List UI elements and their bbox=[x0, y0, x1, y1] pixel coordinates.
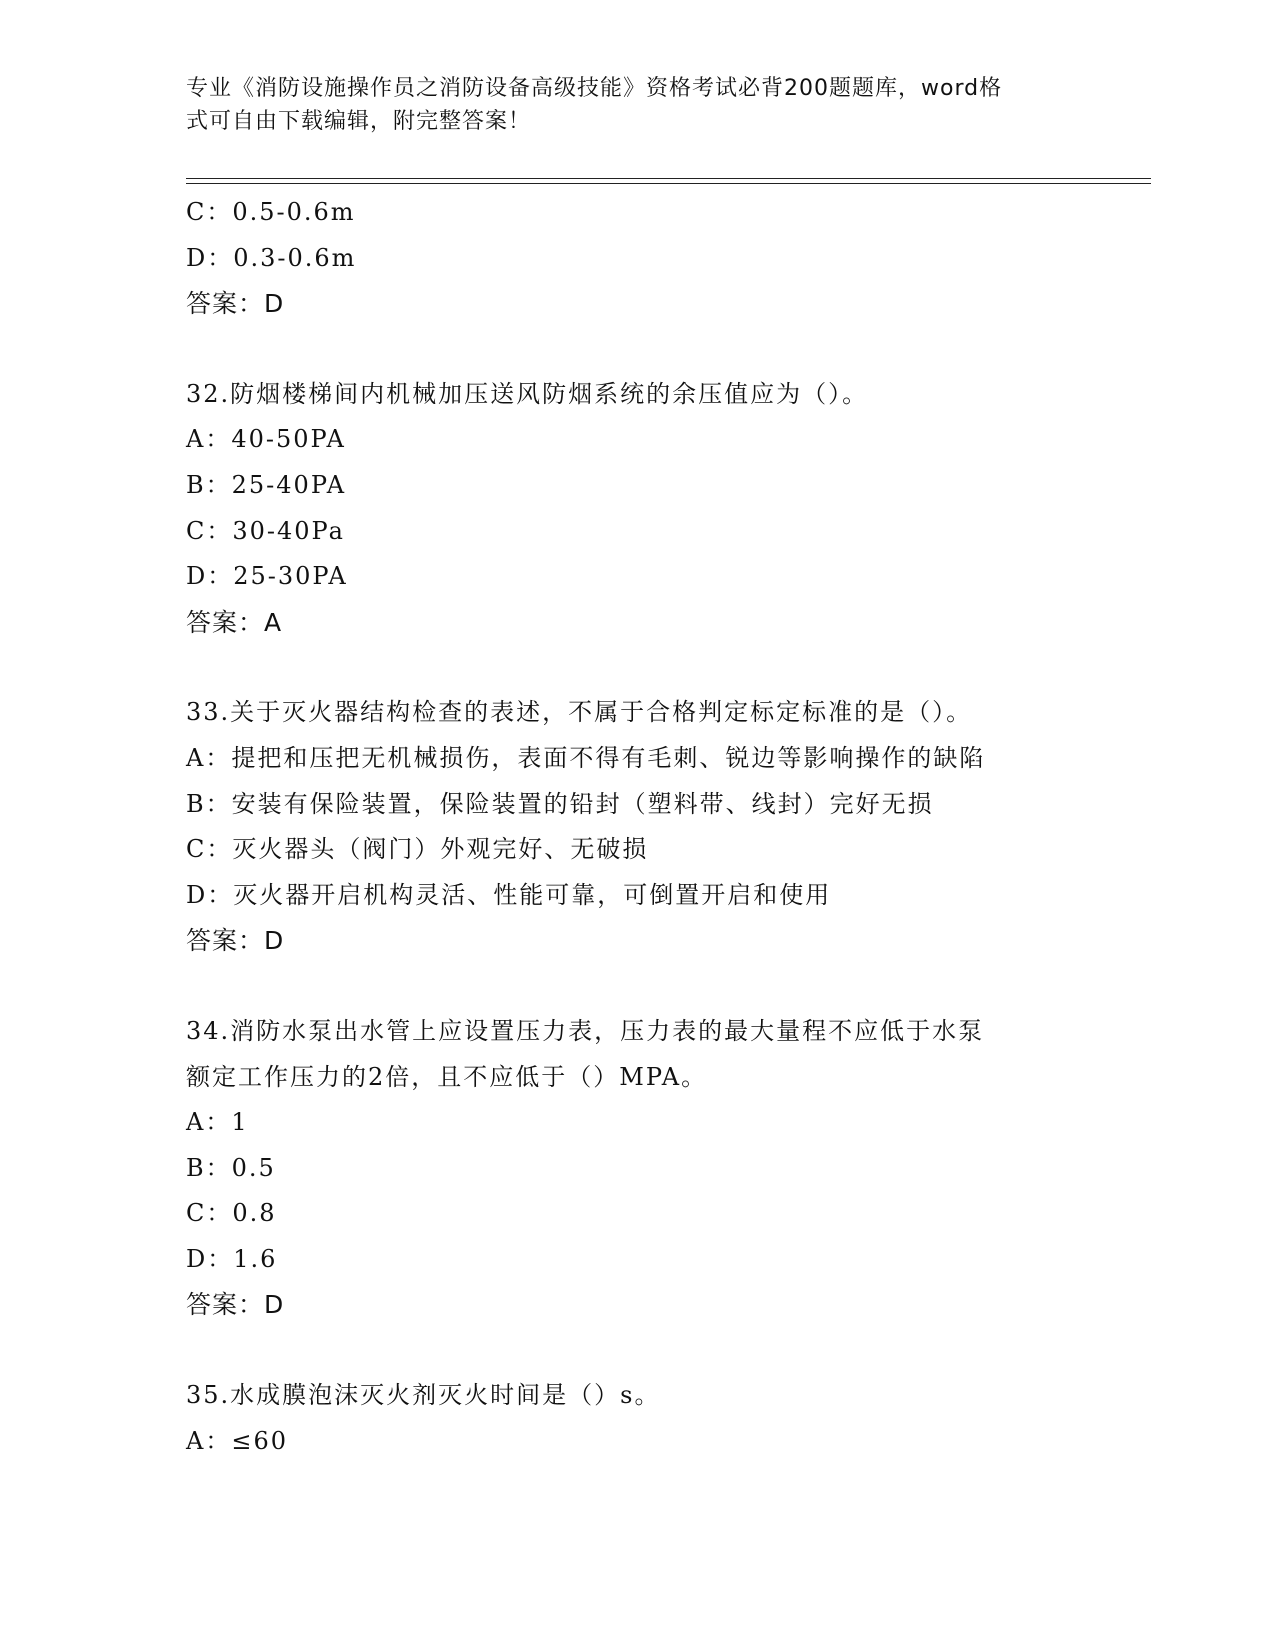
question-stem: 35.水成膜泡沫灭火剂灭火时间是（）s。 bbox=[186, 1381, 661, 1410]
option-a: A：提把和压把无机械损伤，表面不得有毛刺、锐边等影响操作的缺陷 bbox=[186, 743, 986, 772]
question-stem-line-1: 34.消防水泵出水管上应设置压力表，压力表的最大量程不应低于水泵 bbox=[186, 1016, 985, 1045]
option-d: D：灭火器开启机构灵活、性能可靠，可倒置开启和使用 bbox=[186, 880, 832, 909]
option-d: D：0.3-0.6m bbox=[186, 243, 357, 272]
answer: 答案：D bbox=[186, 926, 285, 956]
previous-question bbox=[186, 190, 1086, 327]
answer: 答案：A bbox=[186, 607, 283, 637]
question-stem-line-2: 额定工作压力的2倍，且不应低于（）MPA。 bbox=[186, 1062, 708, 1091]
option-c: C：0.5-0.6m bbox=[186, 198, 356, 226]
option-c: C：灭火器头（阀门）外观完好、无破损 bbox=[186, 835, 649, 864]
question-stem: 32.防烟楼梯间内机械加压送风防烟系统的余压值应为（）。 bbox=[186, 379, 869, 408]
answer: 答案：D bbox=[186, 289, 285, 319]
header-title-line-2: 式可自由下载编辑，附完整答案！ bbox=[186, 109, 532, 134]
option-d: D：25-30PA bbox=[186, 562, 348, 591]
question-35 bbox=[186, 1373, 1086, 1464]
option-b: B：25-40PA bbox=[186, 470, 347, 499]
option-a: A：40-50PA bbox=[186, 425, 346, 454]
header-divider-bottom bbox=[186, 183, 1151, 184]
question-34 bbox=[186, 1009, 1086, 1328]
option-b: B：安装有保险装置，保险装置的铅封（塑料带、线封）完好无损 bbox=[186, 789, 934, 818]
option-c: C：30-40Pa bbox=[186, 516, 345, 545]
option-d: D：1.6 bbox=[186, 1244, 278, 1273]
header-divider-top bbox=[186, 178, 1151, 179]
option-c: C：0.8 bbox=[186, 1199, 277, 1228]
option-a: A：≤60 bbox=[186, 1426, 288, 1455]
question-list bbox=[186, 190, 1086, 1464]
header-title-line-1: 专业《消防设施操作员之消防设备高级技能》资格考试必背200题题库，word格 bbox=[186, 76, 1003, 101]
question-33 bbox=[186, 690, 1086, 964]
document-header bbox=[186, 72, 1066, 138]
question-32 bbox=[186, 372, 1086, 646]
question-stem: 33.关于灭火器结构检查的表述，不属于合格判定标定标准的是（）。 bbox=[186, 698, 973, 727]
answer: 答案：D bbox=[186, 1290, 285, 1320]
option-a: A：1 bbox=[186, 1108, 249, 1137]
option-b: B：0.5 bbox=[186, 1153, 276, 1182]
